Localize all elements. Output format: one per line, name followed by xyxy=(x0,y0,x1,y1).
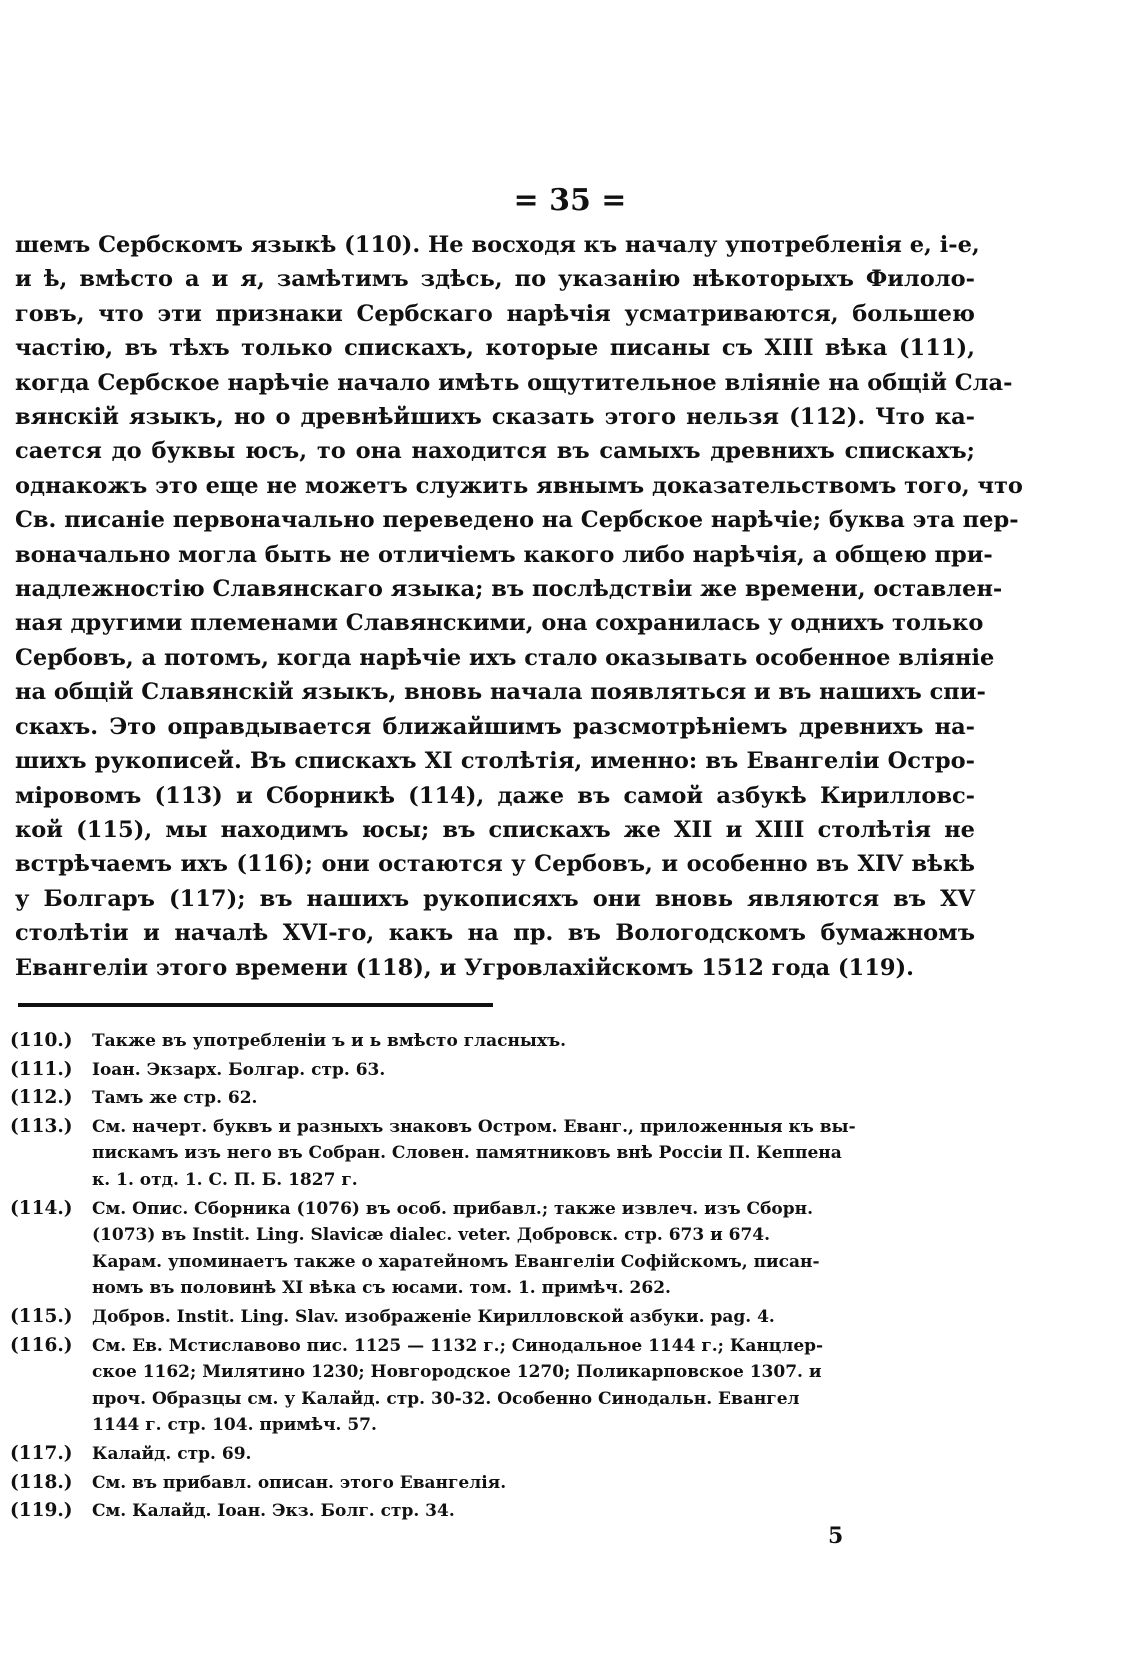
text-line: шемъ Сербскомъ языкѣ (110). Не восходя къ началу употребленія е, і-е, xyxy=(15,232,980,258)
text-line: столѣтіи и началѣ XVI-го, какъ на пр. въ Вологодскомъ бумажномъ xyxy=(15,920,975,947)
footnote-text: Калайд. стр. 69. xyxy=(92,1443,252,1464)
footnote xyxy=(10,1498,970,1525)
text-line: однакожъ это еще не можетъ служить явнымъ доказательствомъ того, что xyxy=(15,472,1023,499)
text-line: у Болгаръ (117); въ нашихъ рукописяхъ они вновь являются въ XV xyxy=(15,885,975,912)
footnote-text: См. Ев. Мстиславово пис. 1125 — 1132 г.; Синодальное 1144 г.; Канцлер- ское 1162; Милятино 1230; Новгородское 1270; Поликарповское 1307. и проч. Образцы см. у Калайд. стр. 30-32. Особенно Синодальн. Евангел 1144 г. стр. 104. примѣч. 57. xyxy=(92,1335,824,1436)
footnote-number: (119.) xyxy=(10,1500,73,1522)
footnote-number: (117.) xyxy=(10,1442,73,1464)
footnote-number: (114.) xyxy=(10,1197,73,1219)
footnote-text: См. въ прибавл. описан. этого Евангелія. xyxy=(92,1472,507,1493)
footnote-text: См. Опис. Сборника (1076) въ особ. прибавл.; также извлеч. изъ Сборн. (1073) въ Instit. Ling. Slavicæ dialec. veter. Добровск. стр. 673 и 674. Карам. упоминаетъ также о харатейномъ Евангеліи Софійскомъ, писан- номъ въ половинѣ XI вѣка съ юсами. том. 1. примѣч. 262. xyxy=(92,1198,820,1299)
footnote xyxy=(10,1196,970,1302)
text-line: говъ, что эти признаки Сербскаго нарѣчія усматриваются, большею xyxy=(15,300,975,327)
text-line: Св. писаніе первоначально переведено на Сербское нарѣчіе; буква эта пер- xyxy=(15,507,1019,534)
text-line: шихъ рукописей. Въ спискахъ XI столѣтія, именно: въ Евангеліи Остро- xyxy=(15,748,975,775)
footnote xyxy=(10,1304,970,1331)
text-line: воначально могла быть не отличіемъ какого либо нарѣчія, а общею при- xyxy=(15,541,993,568)
main-text xyxy=(15,228,1023,985)
text-line: частію, въ тѣхъ только спискахъ, которые писаны съ XIII вѣка (111), xyxy=(15,335,975,362)
page-number: = 35 = xyxy=(513,183,627,218)
text-line: на общій Славянскій языкъ, вновь начала появляться и въ нашихъ спи- xyxy=(15,679,986,706)
footnote xyxy=(10,1028,970,1055)
footnote-number: (112.) xyxy=(10,1087,73,1109)
text-line: встрѣчаемъ ихъ (116); они остаются у Сербовъ, и особенно въ XIV вѣкѣ xyxy=(15,851,975,878)
text-line: Сербовъ, а потомъ, когда нарѣчіе ихъ стало оказывать особенное вліяніе xyxy=(15,644,995,671)
footnote xyxy=(10,1114,970,1194)
footnote-text: Тамъ же стр. 62. xyxy=(92,1088,258,1109)
text-line: надлежностію Славянскаго языка; въ послѣдствіи же времени, оставлен- xyxy=(15,576,1003,603)
footnote-number: (113.) xyxy=(10,1115,73,1137)
text-line: кой (115), мы находимъ юсы; въ спискахъ же XII и XIII столѣтія не xyxy=(15,816,975,843)
text-line: міровомъ (113) и Сборникѣ (114), даже въ самой азбукѣ Кирилловс- xyxy=(15,782,975,809)
footnote-number: (115.) xyxy=(10,1305,73,1327)
footnote-separator xyxy=(18,1003,493,1007)
footnote-text: См. начерт. буквъ и разныхъ знаковъ Остром. Еванг., приложенныя къ вы- пискамъ изъ него въ Собран. Словен. памятниковъ внѣ Россіи П. Кеппена к. 1. отд. 1. С. П. Б. 1827 г. xyxy=(92,1116,856,1190)
footnote xyxy=(10,1057,970,1084)
footnote xyxy=(10,1441,970,1468)
footnote xyxy=(10,1085,970,1112)
text-line: сается до буквы юсъ, то она находится въ самыхъ древнихъ спискахъ; xyxy=(15,438,975,465)
text-line: вянскій языкъ, но о древнѣйшихъ сказать этого нельзя (112). Что ка- xyxy=(15,404,975,431)
text-line: когда Сербское нарѣчіе начало имѣть ощутительное вліяніе на общій Сла- xyxy=(15,369,1013,396)
footnote-number: (111.) xyxy=(10,1058,73,1080)
footnote xyxy=(10,1333,970,1439)
signature-mark: 5 xyxy=(828,1523,844,1549)
text-line: ная другими племенами Славянскими, она сохранилась у однихъ только xyxy=(15,610,984,637)
footnote-text: Добров. Instit. Ling. Slav. изображеніе Кирилловской азбуки. pag. 4. xyxy=(92,1306,775,1327)
text-line: скахъ. Это оправдывается ближайшимъ разсмотрѣніемъ древнихъ на- xyxy=(15,713,975,740)
footnote-text: Также въ употребленіи ъ и ь вмѣсто гласныхъ. xyxy=(92,1031,567,1051)
footnote-number: (116.) xyxy=(10,1334,73,1356)
text-line: Евангеліи этого времени (118), и Угровлахійскомъ 1512 года (119). xyxy=(15,954,914,981)
footnote xyxy=(10,1470,970,1497)
footnotes xyxy=(10,1028,970,1527)
footnote-number: (110.) xyxy=(10,1030,73,1051)
footnote-text: См. Калайд. Іоан. Экз. Болг. стр. 34. xyxy=(92,1501,455,1522)
text-line: и ѣ, вмѣсто а и я, замѣтимъ здѣсь, по указанію нѣкоторыхъ Филоло- xyxy=(15,266,975,293)
footnote-number: (118.) xyxy=(10,1471,73,1493)
footnote-text: Іоан. Экзарх. Болгар. стр. 63. xyxy=(92,1059,386,1080)
